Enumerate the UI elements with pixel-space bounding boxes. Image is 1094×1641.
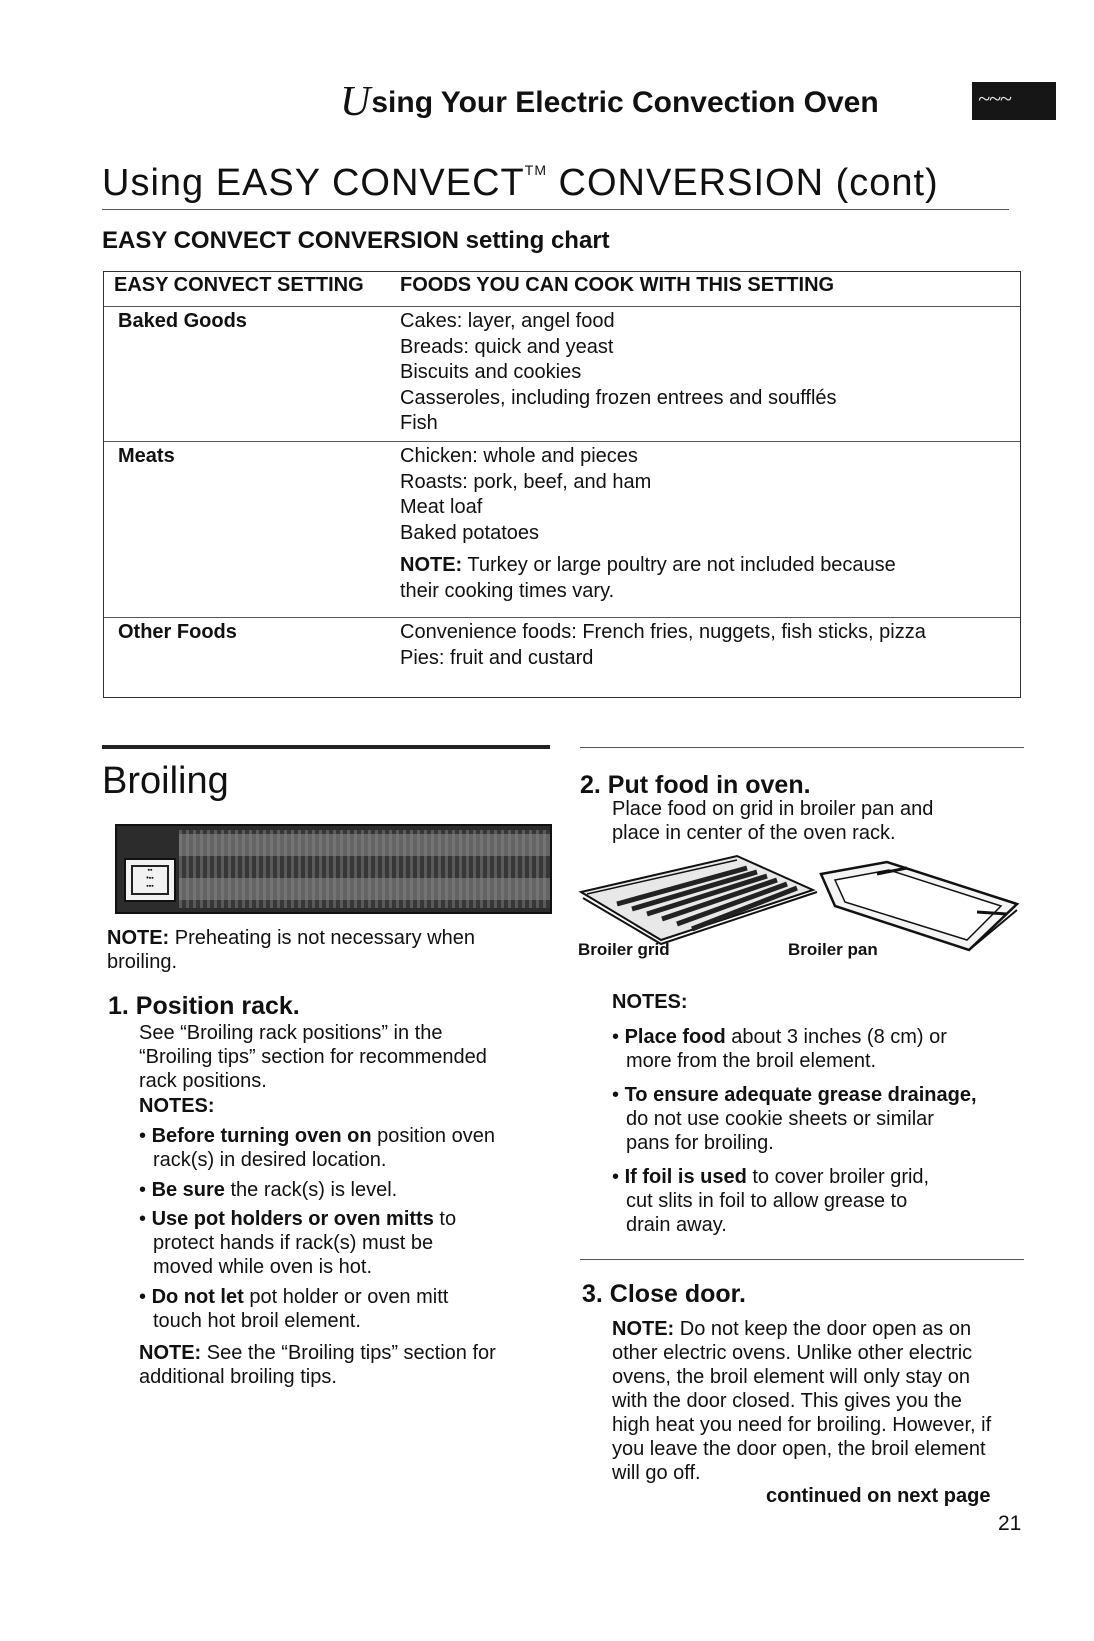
step2-bullet: • Place food about 3 inches (8 cm) or more from the broil element. xyxy=(612,1026,947,1072)
step3-heading: 3. Close door. xyxy=(582,1280,746,1308)
step1-notes-label: NOTES: xyxy=(139,1095,215,1117)
table-row xyxy=(104,442,1020,618)
food-item: Convenience foods: French fries, nuggets, fish sticks, pizza xyxy=(400,621,926,643)
food-item: Roasts: pork, beef, and ham xyxy=(400,470,652,493)
meats-note xyxy=(400,553,896,579)
step2-bullet: • To ensure adequate grease drainage, do not use cookie sheets or similar pans for broiling. xyxy=(612,1084,977,1154)
step2-bullet: • If foil is used to cover broiler grid, cut slits in foil to allow grease to drain away. xyxy=(612,1166,930,1236)
step2-line: Place food on grid in broiler pan and xyxy=(612,798,934,820)
table-row xyxy=(104,618,1020,697)
bullet-bold: Do not let xyxy=(151,1286,244,1308)
foods-list xyxy=(400,444,896,604)
food-item: Biscuits and cookies xyxy=(400,361,582,383)
step1-line: “Broiling tips” section for recommended xyxy=(139,1046,487,1068)
step1-final-note xyxy=(139,1341,496,1389)
bullet-text: moved while oven is hot. xyxy=(153,1256,373,1278)
continued-label: continued on next page xyxy=(766,1485,991,1507)
setting-table xyxy=(103,271,1021,698)
bullet-bold: If foil is used xyxy=(624,1166,747,1188)
note-label: NOTE: xyxy=(107,927,170,949)
bullet-text: pot holder or oven mitt xyxy=(243,1286,449,1308)
note-label: NOTE: xyxy=(612,1318,675,1340)
broiling-divider xyxy=(102,745,550,749)
step1-bullet: • Before turning oven on position oven rack(s) in desired location. xyxy=(139,1125,495,1171)
note-text: Do not keep the door open as on xyxy=(674,1318,972,1340)
caption-broiler-pan: Broiler pan xyxy=(788,940,878,959)
bullet-text: to cover broiler grid, xyxy=(746,1166,930,1188)
step2-heading: 2. Put food in oven. xyxy=(580,771,811,799)
bullet-text: rack(s) in desired location. xyxy=(153,1149,387,1171)
control-display-image xyxy=(115,824,552,914)
bullet-text: to xyxy=(433,1208,457,1230)
bullet-bold: Be sure xyxy=(151,1179,225,1201)
title-divider xyxy=(102,209,1009,210)
right-column-divider xyxy=(580,747,1024,748)
bullet-text: about 3 inches (8 cm) or xyxy=(725,1026,947,1048)
bullet-text: position oven xyxy=(371,1125,495,1147)
note-text: with the door closed. This gives you the xyxy=(612,1390,962,1412)
food-item: Cakes: layer, angel food xyxy=(400,310,615,332)
section-title-tail: CONVERSION (cont) xyxy=(546,162,939,204)
page-number: 21 xyxy=(998,1512,1022,1535)
bullet-bold: Use pot holders or oven mitts xyxy=(151,1208,434,1230)
bullet-text: do not use cookie sheets or similar xyxy=(626,1108,934,1130)
note-text: their cooking times vary. xyxy=(400,579,615,602)
food-item: Casseroles, including frozen entrees and soufflés xyxy=(400,386,837,409)
step1-text xyxy=(139,1021,487,1093)
note-text: will go off. xyxy=(612,1462,701,1484)
note-label: NOTE: xyxy=(400,554,463,576)
broiler-grid-icon xyxy=(581,856,817,944)
step2-line: place in center of the oven rack. xyxy=(612,822,896,844)
food-item: Baked potatoes xyxy=(400,521,539,544)
bullet-text: the rack(s) is level. xyxy=(224,1179,398,1201)
food-item: Breads: quick and yeast xyxy=(400,335,614,358)
bullet-text: more from the broil element. xyxy=(626,1050,877,1072)
bullet-text: touch hot broil element. xyxy=(153,1310,361,1332)
setting-name: Other Foods xyxy=(118,621,237,643)
note-text: Turkey or large poultry are not included because xyxy=(462,554,896,576)
section-title xyxy=(102,162,939,205)
bullet-text: cut slits in foil to allow grease to xyxy=(626,1190,908,1212)
step1-bullet: • Be sure the rack(s) is level. xyxy=(139,1179,398,1201)
trademark-mark: TM xyxy=(524,162,547,178)
section-title-main: Using EASY CONVECT xyxy=(102,162,525,204)
setting-name: Meats xyxy=(118,445,175,467)
running-header-text: sing Your Electric Convection Oven xyxy=(371,86,879,119)
running-header-initial: U xyxy=(340,79,371,125)
foods-list xyxy=(400,620,926,671)
bullet-bold: To ensure adequate grease drainage, xyxy=(624,1084,977,1106)
note-text: Preheating is not necessary when xyxy=(169,927,475,949)
note-text: additional broiling tips. xyxy=(139,1366,337,1388)
step2-notes-label: NOTES: xyxy=(612,991,688,1013)
caption-broiler-grid: Broiler grid xyxy=(578,940,670,959)
brand-badge-icon: ~~~ xyxy=(972,82,1056,120)
note-label: NOTE: xyxy=(139,1342,202,1364)
note-text: See the “Broiling tips” section for xyxy=(201,1342,496,1364)
preheat-note xyxy=(107,926,475,974)
bullet-bold: Place food xyxy=(624,1026,726,1048)
chart-heading: EASY CONVECT CONVERSION setting chart xyxy=(102,227,610,254)
bullet-text: pans for broiling. xyxy=(626,1132,774,1154)
table-header-foods: FOODS YOU CAN COOK WITH THIS SETTING xyxy=(400,274,835,296)
step1-line: See “Broiling rack positions” in the xyxy=(139,1022,443,1044)
table-row xyxy=(104,307,1020,442)
note-text: you leave the door open, the broil element xyxy=(612,1438,986,1460)
bullet-bold: Before turning oven on xyxy=(151,1125,372,1147)
foods-list xyxy=(400,309,837,437)
broiler-pan-icon xyxy=(821,862,1017,950)
table-header-row xyxy=(104,272,1020,307)
bullet-text: drain away. xyxy=(626,1214,727,1236)
step1-heading: 1. Position rack. xyxy=(108,992,300,1020)
step1-bullet: • Do not let pot holder or oven mitt touch hot broil element. xyxy=(139,1286,449,1332)
table-header-setting: EASY CONVECT SETTING xyxy=(114,274,364,296)
step2-text xyxy=(612,797,933,845)
setting-name: Baked Goods xyxy=(118,310,247,332)
step3-divider xyxy=(580,1259,1024,1260)
step1-bullet: • Use pot holders or oven mitts to protect hands if rack(s) must be moved while oven is hot. xyxy=(139,1208,457,1278)
food-item: Meat loaf xyxy=(400,496,483,518)
step1-line: rack positions. xyxy=(139,1070,267,1092)
broiling-title: Broiling xyxy=(102,760,229,802)
food-item: Chicken: whole and pieces xyxy=(400,445,638,467)
note-text: broiling. xyxy=(107,951,178,973)
step3-note xyxy=(612,1317,991,1485)
food-item: Pies: fruit and custard xyxy=(400,646,594,669)
note-text: ovens, the broil element will only stay on xyxy=(612,1366,970,1388)
note-text: high heat you need for broiling. However, if xyxy=(612,1414,992,1436)
running-header xyxy=(340,78,1060,128)
note-text: other electric ovens. Unlike other electric xyxy=(612,1342,973,1364)
bullet-text: protect hands if rack(s) must be xyxy=(153,1232,434,1254)
food-item: Fish xyxy=(400,412,438,434)
broil-key-icon: ▪▪ •▪▪ ▪▪▪ xyxy=(124,858,176,902)
